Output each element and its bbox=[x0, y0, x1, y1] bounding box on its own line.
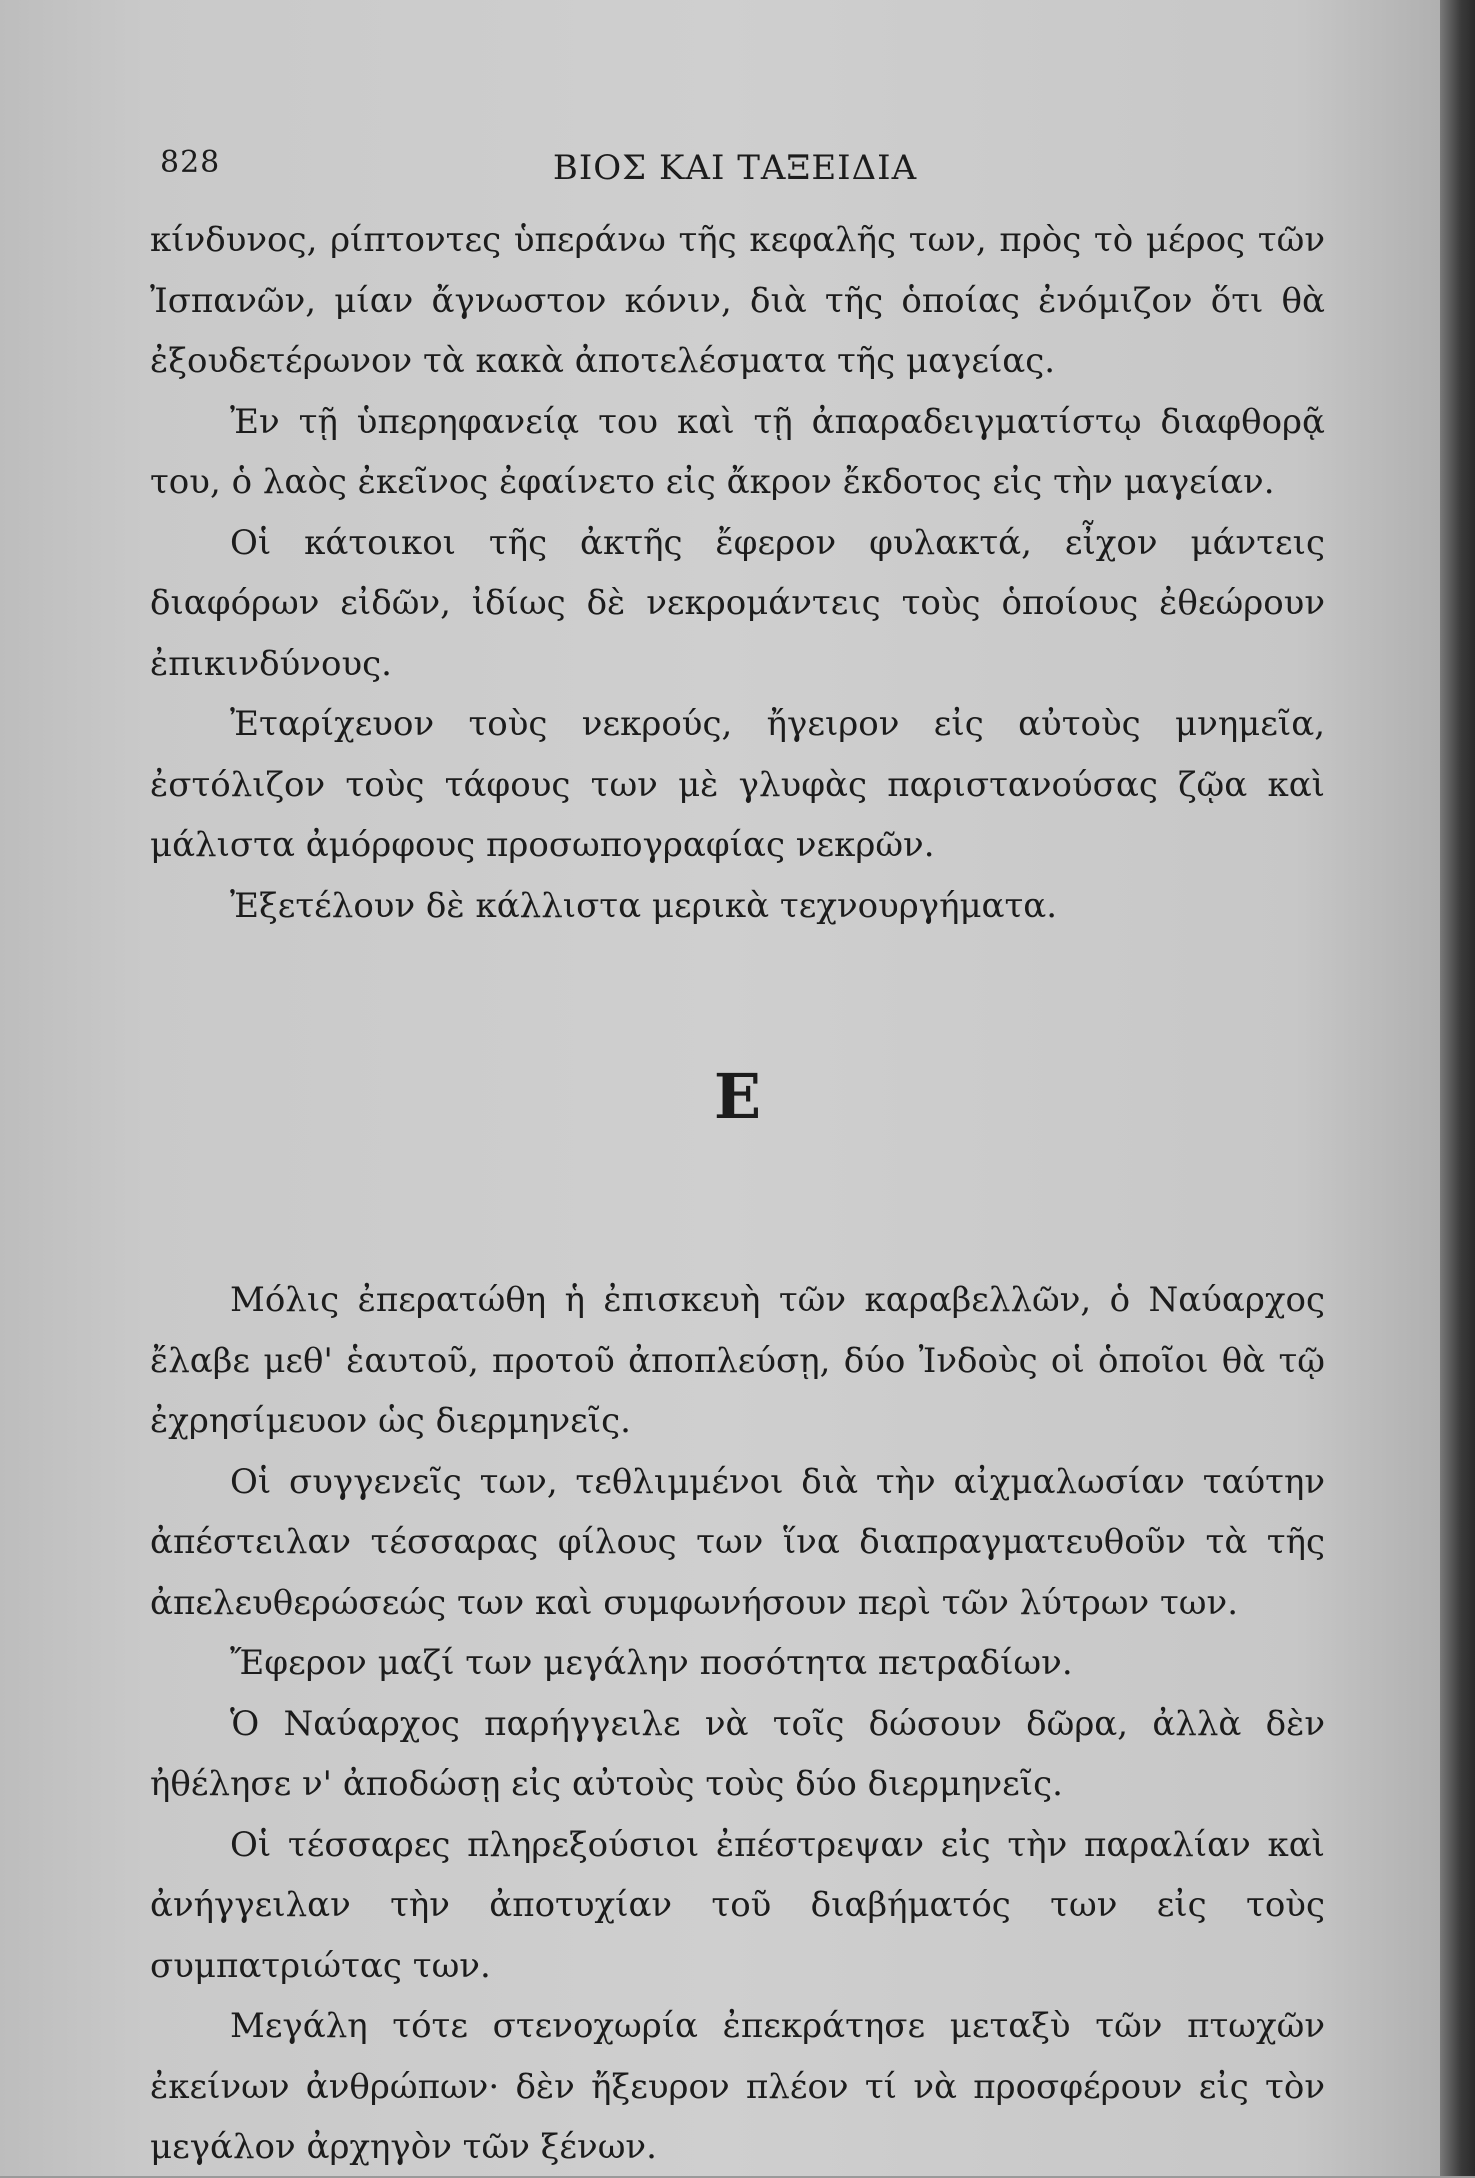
paragraph: κίνδυνος, ρίπτοντες ὑπεράνω τῆς κεφαλῆς των, πρὸς τὸ μέρος τῶν Ἰσπανῶν, μίαν ἄγνωστον κόνιν, διὰ τῆς ὁποίας ἐνόμιζον ὅτι θὰ ἐξουδετέρωνον τὰ κακὰ ἀποτελέσματα τῆς μαγείας. bbox=[150, 220, 1325, 381]
paragraph: Οἱ κάτοικοι τῆς ἀκτῆς ἔφερον φυλακτά, εἶχον μάντεις διαφόρων εἰδῶν, ἰδίως δὲ νεκρομάντεις τοὺς ὁποίους ἐθεώρουν ἐπικινδύνους. bbox=[150, 522, 1325, 684]
page-number: 828 bbox=[160, 145, 221, 180]
paragraph: Ἐν τῇ ὑπερηφανείᾳ του καὶ τῇ ἀπαραδειγματίστῳ διαφθορᾷ του, ὁ λαὸς ἐκεῖνος ἐφαίνετο εἰς ἄκρον ἔκδοτος εἰς τὴν μαγείαν. bbox=[150, 401, 1325, 502]
paragraph: Οἱ τέσσαρες πληρεξούσιοι ἐπέστρεψαν εἰς τὴν παραλίαν καὶ ἀνήγγειλαν τὴν ἀποτυχίαν τοῦ διαβήματός των εἰς τοὺς συμπατριώτας των. bbox=[150, 1824, 1325, 1986]
paragraph: Ἔφερον μαζί των μεγάλην ποσότητα πετραδίων. bbox=[230, 1643, 1073, 1683]
paragraph: Ἐξετέλουν δὲ κάλλιστα μερικὰ τεχνουργήματα. bbox=[230, 885, 1058, 926]
paragraph: Μεγάλη τότε στενοχωρία ἐπεκράτησε μεταξὺ τῶν πτωχῶν ἐκείνων ἀνθρώπων· δὲν ἤξευρον πλέον τί νὰ προσφέρουν εἰς τὸν μεγάλον ἀρχηγὸν τῶν ξένων. bbox=[150, 2006, 1325, 2167]
page-edge-shadow bbox=[1440, 0, 1475, 2176]
page-header bbox=[120, 140, 1350, 200]
paragraph: Ἐταρίχευον τοὺς νεκρούς, ἤγειρον εἰς αὐτοὺς μνημεῖα, ἐστόλιζον τοὺς τάφους των μὲ γλυφὰς παριστανούσας ζῷα καὶ μάλιστα ἀμόρφους προσωπογραφίας νεκρῶν. bbox=[150, 704, 1325, 865]
text-block-one bbox=[150, 210, 1325, 936]
text-block-two bbox=[150, 1270, 1325, 2178]
paragraph: Μόλις ἐπερατώθη ἡ ἐπισκευὴ τῶν καραβελλῶν, ὁ Ναύαρχος ἔλαβε μεθ' ἑαυτοῦ, προτοῦ ἀποπλεύσῃ, δύο Ἰνδοὺς οἱ ὁποῖοι θὰ τῷ ἐχρησίμευον ὡς διερμηνεῖς. bbox=[150, 1280, 1325, 1441]
running-title: ΒΙΟΣ ΚΑΙ ΤΑΞΕΙΔΙΑ bbox=[552, 148, 918, 188]
paragraph: Οἱ συγγενεῖς των, τεθλιμμένοι διὰ τὴν αἰχμαλωσίαν ταύτην ἀπέστειλαν τέσσαρας φίλους των ἵνα διαπραγματευθοῦν τὰ τῆς ἀπελευθερώσεώς των καὶ συμφωνήσουν περὶ τῶν λύτρων των. bbox=[150, 1461, 1325, 1623]
section-heading-letter: E bbox=[713, 1060, 762, 1133]
paragraph: Ὁ Ναύαρχος παρήγγειλε νὰ τοῖς δώσουν δῶρα, ἀλλὰ δὲν ἠθέλησε ν' ἀποδώσῃ εἰς αὐτοὺς τοὺς δύο διερμηνεῖς. bbox=[150, 1703, 1325, 1804]
